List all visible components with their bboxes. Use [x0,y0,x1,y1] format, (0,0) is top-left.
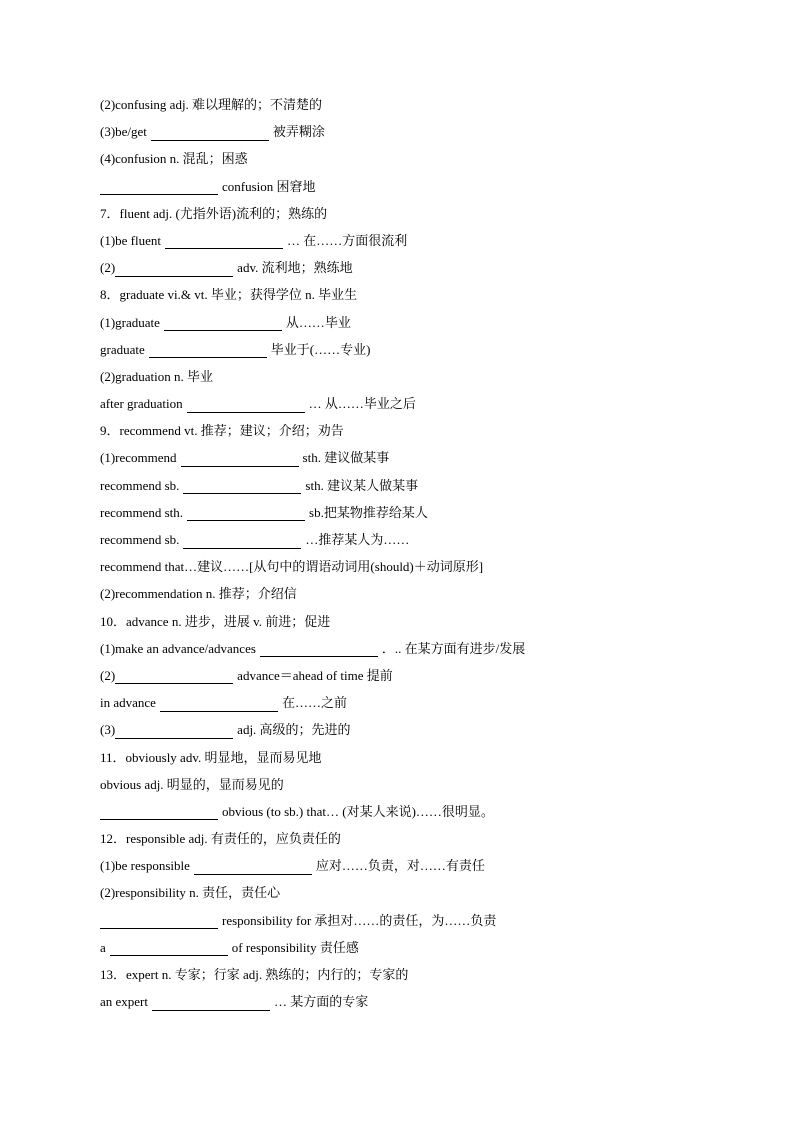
text-line [100,689,740,716]
line-text-after: adv. 流利地；熟练地 [237,260,353,276]
line-text: (2)responsibility n. 责任，责任心 [100,885,281,901]
fill-blank[interactable] [187,398,305,413]
line-text: 9．recommend vt. 推荐；建议；介绍；劝告 [100,423,344,439]
text-line [100,145,740,172]
line-text: (4)confusion n. 混乱；困惑 [100,151,248,167]
text-line [100,771,740,798]
text-line [100,472,740,499]
line-text: (2) [100,667,116,683]
line-text-after: 应对……负责，对……有责任 [315,858,485,874]
text-line [100,444,740,471]
fill-blank[interactable] [110,941,228,956]
text-line [100,417,740,444]
line-text: graduate [100,341,145,357]
line-text: 11．obviously adv. 明显地，显而易见地 [100,749,322,765]
fill-blank[interactable] [100,914,218,929]
line-text: recommend that…建议……[从句中的谓语动词用(should)＋动词原形] [100,559,484,575]
document-page [100,91,740,1015]
line-text-after: obvious (to sb.) that… (对某人来说)……很明显。 [222,803,494,819]
text-line [100,254,740,281]
text-line [100,553,740,580]
line-text: 13．expert n. 专家；行家 adj. 熟练的；内行的；专家的 [100,967,409,982]
fill-blank[interactable] [149,343,267,358]
fill-blank[interactable] [187,506,305,521]
text-line [100,907,740,934]
line-text-after: … 在……方面很流利 [287,232,408,248]
line-text: 7．fluent adj. (尤指外语)流利的；熟练的 [100,205,328,221]
text-line [100,173,740,200]
line-text: after graduation [100,396,183,412]
text-line [100,200,740,227]
line-text-after: 在……之前 [281,695,347,711]
fill-blank[interactable] [115,669,233,684]
text-line [100,580,740,607]
text-line [100,662,740,689]
text-line [100,798,740,825]
line-text: (1)graduate [100,314,160,330]
line-text: in advance [100,695,156,711]
text-line [100,363,740,390]
line-text-after: sth. 建议做某事 [302,450,390,466]
line-text-after: adj. 高级的；先进的 [237,722,351,738]
text-line [100,336,740,363]
text-line [100,526,740,553]
line-text: (1)be responsible [100,858,190,874]
text-line [100,825,740,852]
fill-blank[interactable] [100,180,218,195]
line-text: an expert [100,994,149,1010]
line-text-after: 被弄糊涂 [272,124,325,140]
text-line [100,879,740,906]
line-text-after: sth. 建议某人做某事 [305,477,419,493]
text-line [100,852,740,879]
fill-blank[interactable] [115,724,233,739]
text-line [100,635,740,662]
line-text: obvious adj. 明显的，显而易见的 [100,776,284,792]
line-text: (1)make an advance/advances [100,640,256,656]
text-line [100,744,740,771]
line-text-after: … 从……毕业之后 [308,396,416,412]
text-line [100,988,740,1015]
fill-blank[interactable] [160,697,278,712]
text-line [100,608,740,635]
text-line [100,390,740,417]
line-text-after: responsibility for 承担对……的责任，为……负责 [222,912,497,928]
line-text-after: 毕业于(……专业) [270,341,371,357]
fill-blank[interactable] [181,452,299,467]
fill-blank[interactable] [115,262,233,277]
fill-blank[interactable] [151,126,269,141]
fill-blank[interactable] [194,860,312,875]
line-text-after: … 某方面的专家 [274,994,369,1010]
line-text-after: advance＝ahead of time 提前 [237,667,393,683]
fill-blank[interactable] [164,316,282,331]
text-line [100,309,740,336]
text-line [100,934,740,961]
line-text: 10．advance n. 进步，进展 v. 前进；促进 [100,613,331,629]
fill-blank[interactable] [100,805,218,820]
fill-blank[interactable] [183,534,301,549]
line-text: (2)graduation n. 毕业 [100,368,214,384]
fill-blank[interactable] [260,642,378,657]
line-text: recommend sth. [100,504,184,520]
line-text-after: …推荐某人为…… [305,532,410,547]
line-text-after: confusion 困窘地 [222,178,316,194]
text-line [100,91,740,118]
text-line [100,716,740,743]
fill-blank[interactable] [152,996,270,1011]
line-text: 8．graduate vi.& vt. 毕业；获得学位 n. 毕业生 [100,287,358,303]
line-text-after: 从……毕业 [285,314,351,330]
line-text: (2) [100,260,116,276]
line-text: (2)recommendation n. 推荐；介绍信 [100,586,297,602]
text-line [100,227,740,254]
line-text-after: of responsibility 责任感 [231,939,359,955]
line-text-after: ．.. 在某方面有进步/发展 [381,640,526,656]
line-text: a [100,939,106,955]
text-line [100,281,740,308]
line-text: 12．responsible adj. 有责任的，应负责任的 [100,831,341,847]
fill-blank[interactable] [165,234,283,249]
text-line [100,961,740,988]
line-text: (2)confusing adj. 难以理解的；不清楚的 [100,97,323,112]
text-line [100,118,740,145]
line-text-after: sb.把某物推荐给某人 [309,504,428,520]
line-text: (1)be fluent [100,232,162,248]
text-line [100,499,740,526]
line-text: (3) [100,722,116,738]
line-text: (3)be/get [100,124,147,140]
line-text: (1)recommend [100,450,177,466]
fill-blank[interactable] [183,479,301,494]
line-text: recommend sb. [100,477,180,493]
line-text: recommend sb. [100,532,180,547]
